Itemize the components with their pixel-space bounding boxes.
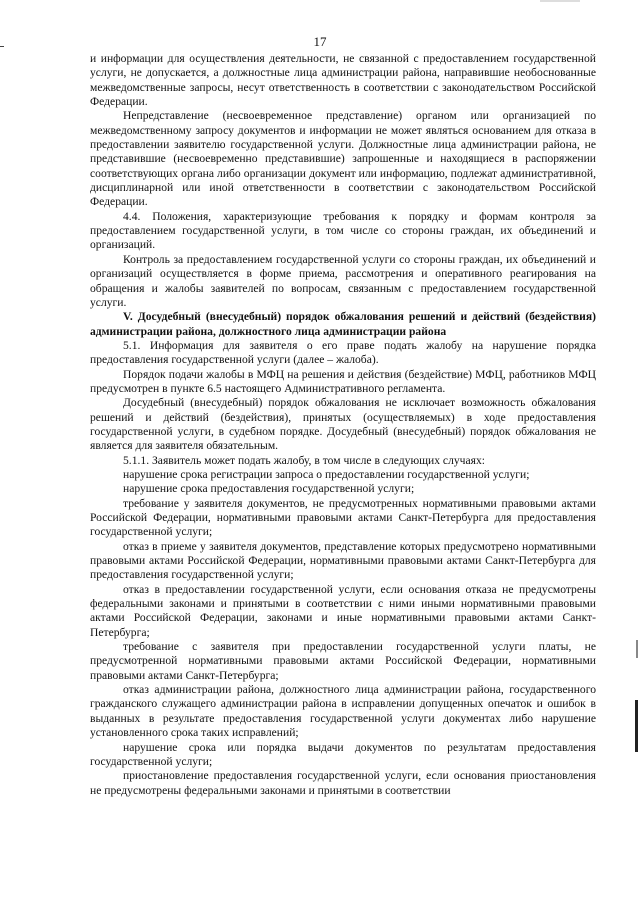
list-item: нарушение срока регистрации запроса о предоставлении государственной услуги; [123,467,530,481]
list-item: отказ в предоставлении государственной услуги, если основания отказа не предусмотрены федеральными законами и принятыми в соответствии с ними иными нормативными правовыми актами Российской Федерации, законами и иные нормативными правовыми актами Санкт-Петербурга; [90,582,596,639]
paragraph: 4.4. Положения, характеризующие требования к порядку и формам контроля за предоставлением государственной услуги, в том числе со стороны граждан, их объединений и организаций. [90,209,596,252]
paragraph: Непредставление (несвоевременное представление) органом или организацией по межведомственному запросу документов и информации не может являться основанием для отказа в предоставлении заявителю государственной услуги. Должностные лица администрации района, не представившие (несвоевременно представившие) запрошенные и находящиеся в распоряжении соответствующих органа либо организации документ или информацию, подлежат административной, дисциплинарной или иной ответственности в соответствии с законодательством Российской Федерации. [90,109,596,209]
list-item: приостановление предоставления государственной услуги, если основания приостановления не предусмотрены федеральными законами и принятыми в соответствии [90,769,596,797]
list-item: нарушение срока или порядка выдачи документов по результатам предоставления государственной услуги; [90,740,596,768]
list-item: нарушение срока предоставления государственной услуги; [123,482,415,496]
list-item: отказ в приеме у заявителя документов, представление которых предусмотрено нормативными правовыми актами Российской Федерации, нормативными правовыми актами Санкт-Петербурга для предоставления государственной услуги; [90,539,596,582]
paragraph: Контроль за предоставлением государственной услуги со стороны граждан, их объединений и организаций осуществляется в форме приема, рассмотрения и оперативного реагирования на обращения и жалобы заявителей по вопросам, связанным с предоставлением государственной услуги. [90,252,596,309]
paragraph: 5.1. Информация для заявителя о его праве подать жалобу на нарушение порядка предоставления государственной услуги (далее – жалоба). [90,338,596,367]
list-item: требование у заявителя документов, не предусмотренных нормативными правовыми актами Российской Федерации, нормативными правовыми актами Санкт-Петербурга для предоставления государственной услуги; [90,496,596,539]
document-body [90,52,596,798]
section-heading: V. Досудебный (внесудебный) порядок обжалования решений и действий (бездействия) администрации района, должностного лица администрации района [90,310,596,338]
scan-mark-right [635,700,638,752]
scan-mark-top [540,0,580,2]
paragraph: и информации для осуществления деятельности, не связанной с предоставлением государственной услуги, не допускается, а должностные лица администрации района, направившие необоснованные межведомственные запросы, несут ответственность в соответствии с законодательством Российской Федерации. [90,52,596,109]
paragraph: 5.1.1. Заявитель может подать жалобу, в том числе в следующих случаях: [123,453,485,467]
list-item: требование с заявителя при предоставлении государственной услуги платы, не предусмотренной нормативными правовыми актами Российской Федерации, нормативными правовыми актами Санкт-Петербурга; [90,640,596,682]
scan-mark-right-small [636,640,638,658]
paragraph: Досудебный (внесудебный) порядок обжалования не исключает возможность обжалования решений и действий (бездействия), принятых (осуществляемых) в ходе предоставления государственной услуги, в судебном порядке. Досудебный (внесудебный) порядок обжалования не является для заявителя обязательным. [90,396,596,453]
paragraph: Порядок подачи жалобы в МФЦ на решения и действия (бездействие) МФЦ, работников МФЦ предусмотрен в пункте 6.5 настоящего Административного регламента. [90,367,596,395]
page-number: 17 [313,34,327,49]
list-item: отказ администрации района, должностного лица администрации района, государственного гражданского служащего администрации района в исправлении допущенных опечаток и ошибок в выданных в результате предоставления государственной услуги документах либо нарушение установленного срока таких исправлений; [90,683,596,740]
